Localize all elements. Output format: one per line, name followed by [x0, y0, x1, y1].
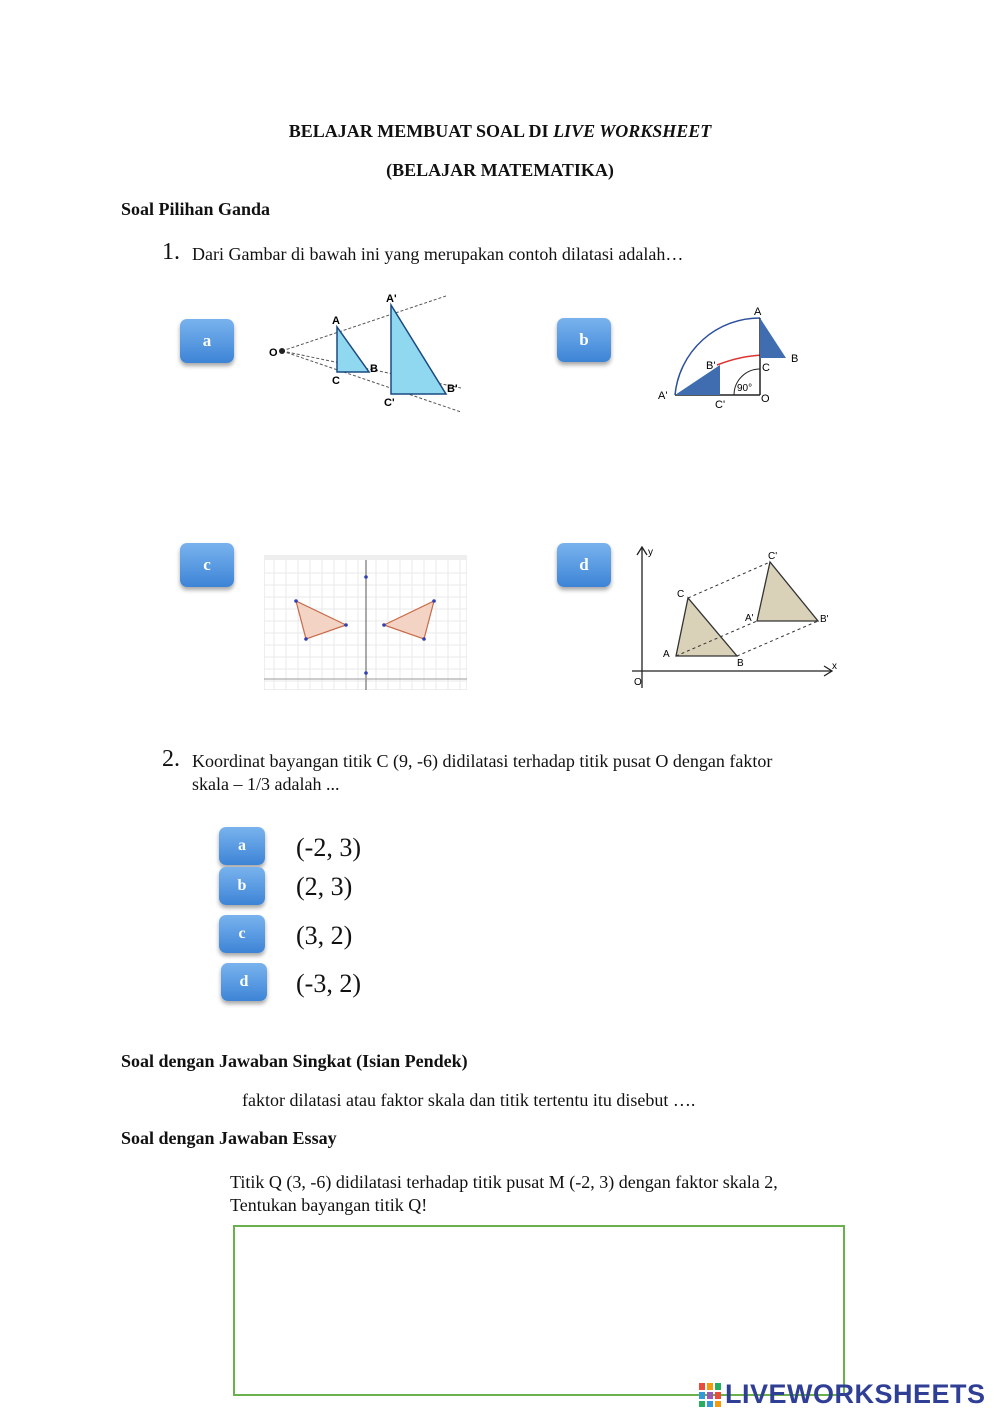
figure-a-label-c: C	[332, 375, 340, 387]
figure-d-label-o: O	[634, 677, 642, 688]
essay-answer-input[interactable]	[233, 1225, 845, 1396]
title-italic: LIVE WORKSHEET	[553, 121, 712, 141]
section-heading-multiple-choice: Soal Pilihan Ganda	[121, 199, 271, 219]
q2-option-d-button[interactable]: d	[221, 963, 267, 1001]
figure-a-label-a: A	[332, 315, 340, 327]
figure-a-label-b-prime: B'	[447, 383, 458, 395]
q1-option-a-button[interactable]: a	[180, 319, 234, 363]
figure-b-label-a-prime: A'	[658, 390, 668, 402]
liveworksheets-logo-icon	[698, 1382, 722, 1408]
q1-figure-a-dilation	[266, 290, 466, 415]
worksheet-subtitle: (BELAJAR MATEMATIKA)	[386, 160, 614, 180]
figure-b-label-angle: 90°	[737, 383, 753, 394]
question-2-text-line1: Koordinat bayangan titik C (9, -6) didilatasi terhadap titik pusat O dengan faktor	[192, 751, 773, 771]
title-prefix: BELAJAR MEMBUAT SOAL DI	[288, 121, 554, 141]
figure-a-label-o: O	[269, 347, 278, 359]
figure-d-label-a-prime: A'	[745, 613, 754, 624]
figure-d-label-y: y	[648, 547, 653, 558]
question-2-text-line2: skala – 1/3 adalah ...	[192, 774, 340, 794]
figure-a-label-a-prime: A'	[386, 293, 397, 305]
figure-a-label-c-prime: C'	[384, 397, 395, 409]
figure-b-label-c: C	[762, 362, 770, 374]
figure-b-label-o: O	[761, 393, 770, 405]
short-answer-question: faktor dilatasi atau faktor skala dan titik tertentu itu disebut ….	[242, 1090, 696, 1110]
q1-option-c-button[interactable]: c	[180, 543, 234, 587]
q2-option-b-value: (2, 3)	[296, 872, 353, 901]
liveworksheets-logo	[698, 1379, 986, 1410]
figure-d-label-c-prime: C'	[768, 551, 778, 562]
figure-b-label-b-prime: B'	[706, 360, 716, 372]
liveworksheets-logo-text: LIVEWORKSHEETS	[725, 1379, 986, 1409]
q2-option-d-value: (-3, 2)	[296, 969, 361, 998]
figure-d-label-b-prime: B'	[820, 614, 829, 625]
section-heading-short-answer: Soal dengan Jawaban Singkat (Isian Pendek)	[121, 1051, 468, 1071]
figure-b-label-b: B	[791, 353, 799, 365]
figure-b-label-a: A	[754, 306, 762, 318]
question-1-text: Dari Gambar di bawah ini yang merupakan contoh dilatasi adalah…	[192, 244, 684, 264]
section-heading-essay: Soal dengan Jawaban Essay	[121, 1128, 337, 1148]
q2-option-c-value: (3, 2)	[296, 921, 353, 950]
q1-figure-b-rotation	[650, 300, 815, 415]
figure-d-label-a: A	[663, 649, 670, 660]
figure-a-label-b: B	[370, 363, 378, 375]
question-2-number: 2.	[162, 746, 180, 772]
figure-b-label-c-prime: C'	[715, 399, 726, 411]
q1-option-d-button[interactable]: d	[557, 543, 611, 587]
q1-figure-c-reflection	[264, 555, 467, 690]
q2-option-a-value: (-2, 3)	[296, 833, 361, 862]
q2-option-b-button[interactable]: b	[219, 867, 265, 905]
figure-d-label-x: x	[832, 661, 837, 672]
q2-option-a-button[interactable]: a	[219, 827, 265, 865]
question-1-number: 1.	[162, 239, 180, 265]
essay-question-line2: Tentukan bayangan titik Q!	[230, 1195, 428, 1215]
worksheet-title	[0, 121, 1000, 142]
essay-question-line1: Titik Q (3, -6) didilatasi terhadap titik pusat M (-2, 3) dengan faktor skala 2,	[230, 1172, 778, 1192]
figure-d-label-c: C	[677, 589, 685, 600]
q2-option-c-button[interactable]: c	[219, 915, 265, 953]
q1-option-b-button[interactable]: b	[557, 318, 611, 362]
figure-d-label-b: B	[737, 658, 744, 669]
q1-figure-d-translation	[630, 543, 840, 693]
